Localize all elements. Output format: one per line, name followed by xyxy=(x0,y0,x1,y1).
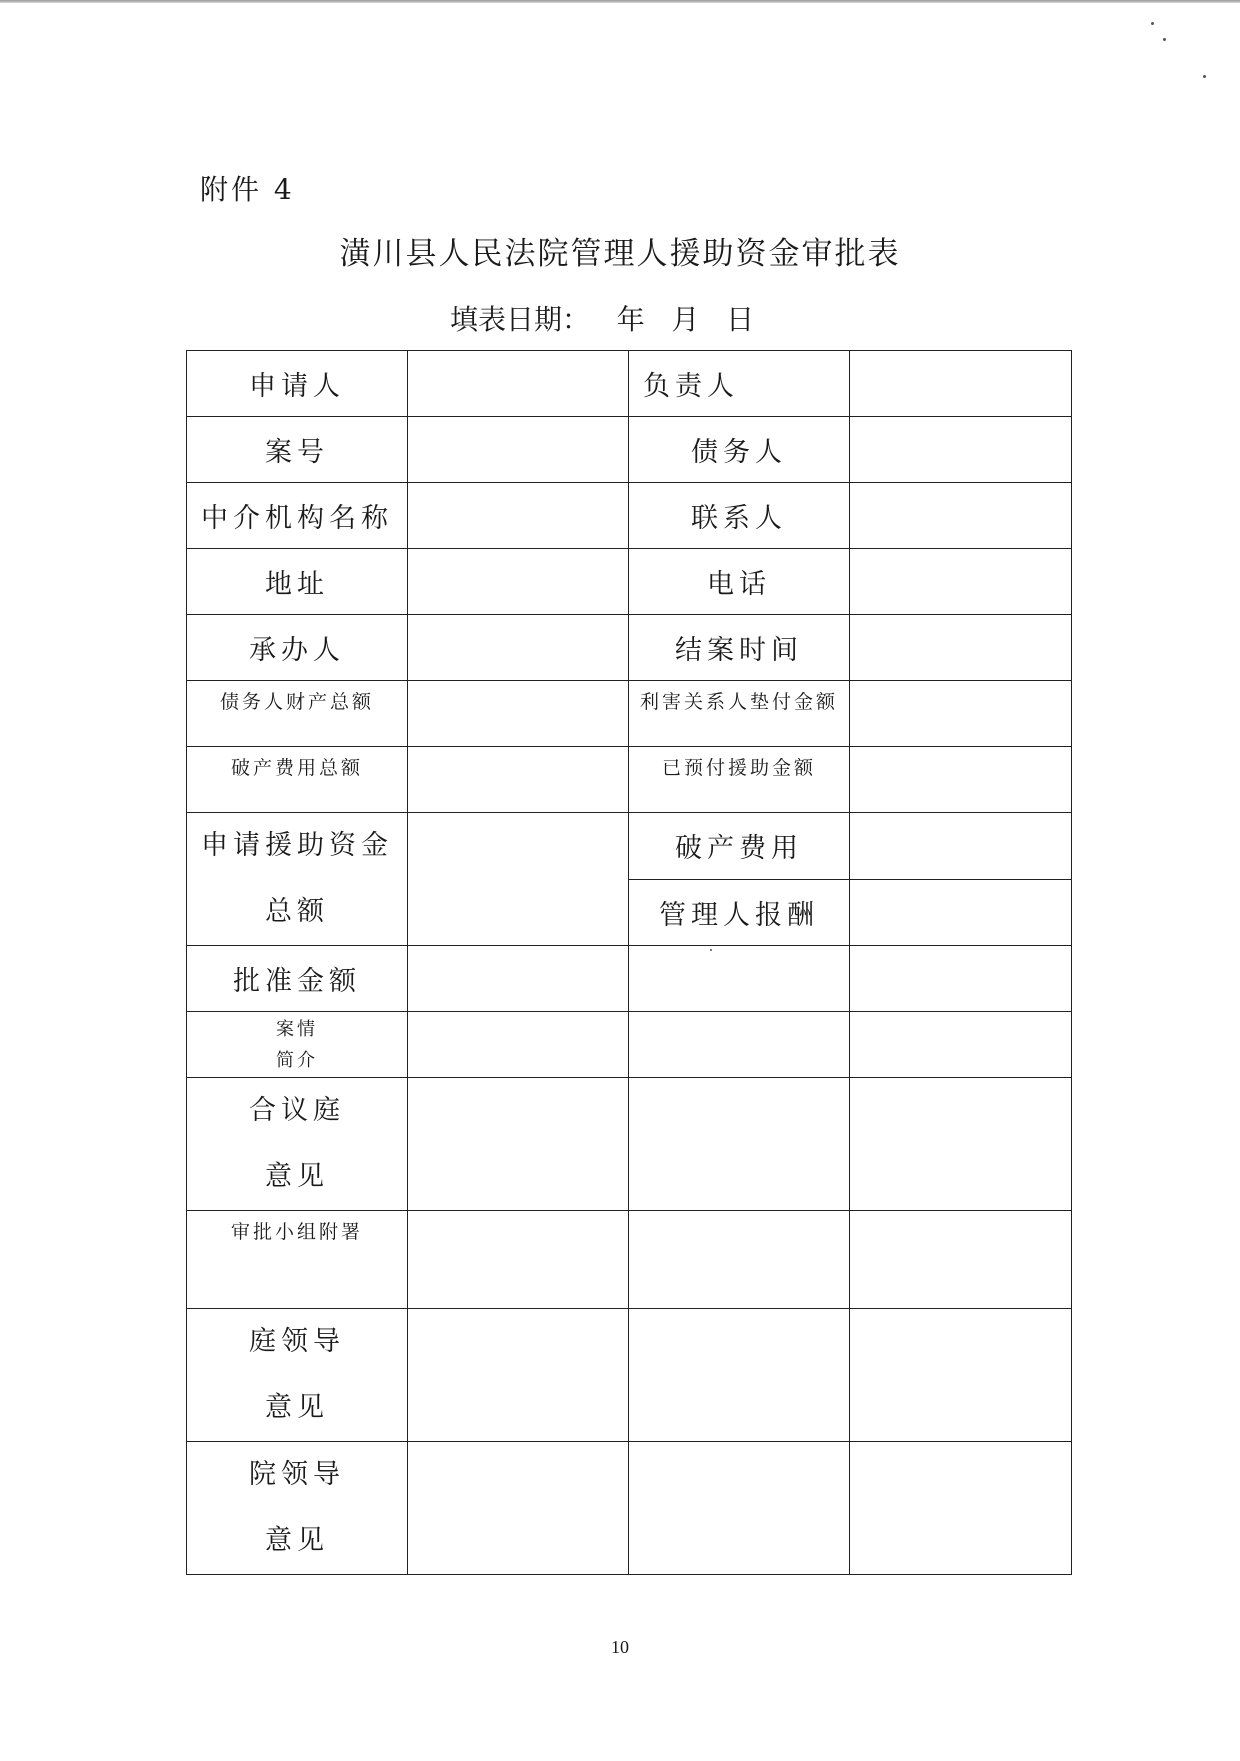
document-title: 潢川县人民法院管理人援助资金审批表 xyxy=(339,236,901,272)
table-row xyxy=(187,351,1072,417)
table-row xyxy=(187,1211,1072,1309)
handler-label: 承办人 xyxy=(187,615,408,681)
address-field[interactable] xyxy=(408,549,629,615)
administrator-fee-field[interactable] xyxy=(850,879,1072,946)
case-brief-label-line1: 案情 xyxy=(276,1018,318,1040)
fill-date-line: 填表日期： 年 月 日 xyxy=(450,303,755,336)
page-number: 10 xyxy=(611,1637,629,1657)
applicant-label: 申请人 xyxy=(187,351,408,417)
division-leader-field-2[interactable] xyxy=(629,1309,850,1442)
court-leader-field-3[interactable] xyxy=(850,1442,1072,1575)
court-leader-field-2[interactable] xyxy=(629,1442,850,1575)
debtor-total-assets-label: 债务人财产总额 xyxy=(187,681,408,747)
phone-field[interactable] xyxy=(850,549,1072,615)
prepaid-aid-amount-label: 已预付援助金额 xyxy=(629,747,850,813)
table-row xyxy=(187,1078,1072,1211)
panel-opinion-field-2[interactable] xyxy=(629,1078,850,1211)
court-leader-label xyxy=(187,1442,408,1575)
scan-speck xyxy=(1163,38,1166,41)
bankruptcy-expense-total-field[interactable] xyxy=(408,747,629,813)
approved-amount-label: 批准金额 xyxy=(187,946,408,1012)
phone-label: 电话 xyxy=(629,549,850,615)
table-row xyxy=(187,813,1072,880)
agency-name-label: 中介机构名称 xyxy=(187,483,408,549)
court-leader-label-line2: 意见 xyxy=(265,1525,329,1556)
panel-opinion-field[interactable] xyxy=(408,1078,629,1211)
division-leader-label-line2: 意见 xyxy=(265,1392,329,1423)
case-brief-field[interactable] xyxy=(408,1012,629,1078)
prepaid-aid-amount-field[interactable] xyxy=(850,747,1072,813)
table-row xyxy=(187,483,1072,549)
attachment-label: 附件 4 xyxy=(200,173,295,206)
division-leader-field-3[interactable] xyxy=(850,1309,1072,1442)
approved-amount-field[interactable] xyxy=(408,946,629,1012)
table-row xyxy=(187,1442,1072,1575)
scan-speck xyxy=(1151,22,1154,25)
applicant-field[interactable] xyxy=(408,351,629,417)
case-brief-field-2[interactable] xyxy=(629,1012,850,1078)
debtor-field[interactable] xyxy=(850,417,1072,483)
contact-person-field[interactable] xyxy=(850,483,1072,549)
scan-top-edge xyxy=(0,0,1240,3)
approval-form-table xyxy=(186,350,1072,1575)
table-row xyxy=(187,615,1072,681)
division-leader-label xyxy=(187,1309,408,1442)
table-row xyxy=(187,417,1072,483)
case-number-field[interactable] xyxy=(408,417,629,483)
aid-total-label xyxy=(187,813,408,946)
agency-name-field[interactable] xyxy=(408,483,629,549)
case-brief-label-line2: 简介 xyxy=(276,1049,318,1071)
panel-opinion-label-line2: 意见 xyxy=(265,1161,329,1192)
debtor-label: 债务人 xyxy=(629,417,850,483)
scan-speck xyxy=(1203,75,1206,78)
contact-person-label: 联系人 xyxy=(629,483,850,549)
administrator-fee-label: 管理人报酬 xyxy=(629,879,850,946)
panel-opinion-field-3[interactable] xyxy=(850,1078,1072,1211)
approval-group-sign-field-3[interactable] xyxy=(850,1211,1072,1309)
interested-party-advance-field[interactable] xyxy=(850,681,1072,747)
aid-total-field[interactable] xyxy=(408,813,629,946)
case-brief-field-3[interactable] xyxy=(850,1012,1072,1078)
approval-group-sign-field-2[interactable] xyxy=(629,1211,850,1309)
court-leader-label-line1: 院领导 xyxy=(249,1459,345,1490)
closing-time-field[interactable] xyxy=(850,615,1072,681)
address-label: 地址 xyxy=(187,549,408,615)
interested-party-advance-label: 利害关系人垫付金额 xyxy=(629,681,850,747)
approved-amount-field-3[interactable] xyxy=(850,946,1072,1012)
case-brief-label xyxy=(187,1012,408,1078)
responsible-person-label: 负责人 xyxy=(629,351,850,417)
court-leader-field[interactable] xyxy=(408,1442,629,1575)
aid-total-label-line1: 申请援助资金 xyxy=(201,830,393,861)
table-row xyxy=(187,1309,1072,1442)
division-leader-label-line1: 庭领导 xyxy=(249,1326,345,1357)
case-number-label: 案号 xyxy=(187,417,408,483)
panel-opinion-label xyxy=(187,1078,408,1211)
handler-field[interactable] xyxy=(408,615,629,681)
table-row xyxy=(187,1012,1072,1078)
approval-group-sign-label: 审批小组附署 xyxy=(187,1211,408,1309)
table-row xyxy=(187,681,1072,747)
responsible-person-field[interactable] xyxy=(850,351,1072,417)
table-row xyxy=(187,946,1072,1012)
panel-opinion-label-line1: 合议庭 xyxy=(249,1095,345,1126)
bankruptcy-expense-field[interactable] xyxy=(850,813,1072,880)
table-row xyxy=(187,747,1072,813)
bankruptcy-expense-total-label: 破产费用总额 xyxy=(187,747,408,813)
closing-time-label: 结案时间 xyxy=(629,615,850,681)
division-leader-field[interactable] xyxy=(408,1309,629,1442)
debtor-total-assets-field[interactable] xyxy=(408,681,629,747)
approved-amount-field-2[interactable] xyxy=(629,946,850,1012)
table-row xyxy=(187,549,1072,615)
bankruptcy-expense-label: 破产费用 xyxy=(629,813,850,880)
aid-total-label-line2: 总额 xyxy=(265,896,329,927)
approval-group-sign-field[interactable] xyxy=(408,1211,629,1309)
